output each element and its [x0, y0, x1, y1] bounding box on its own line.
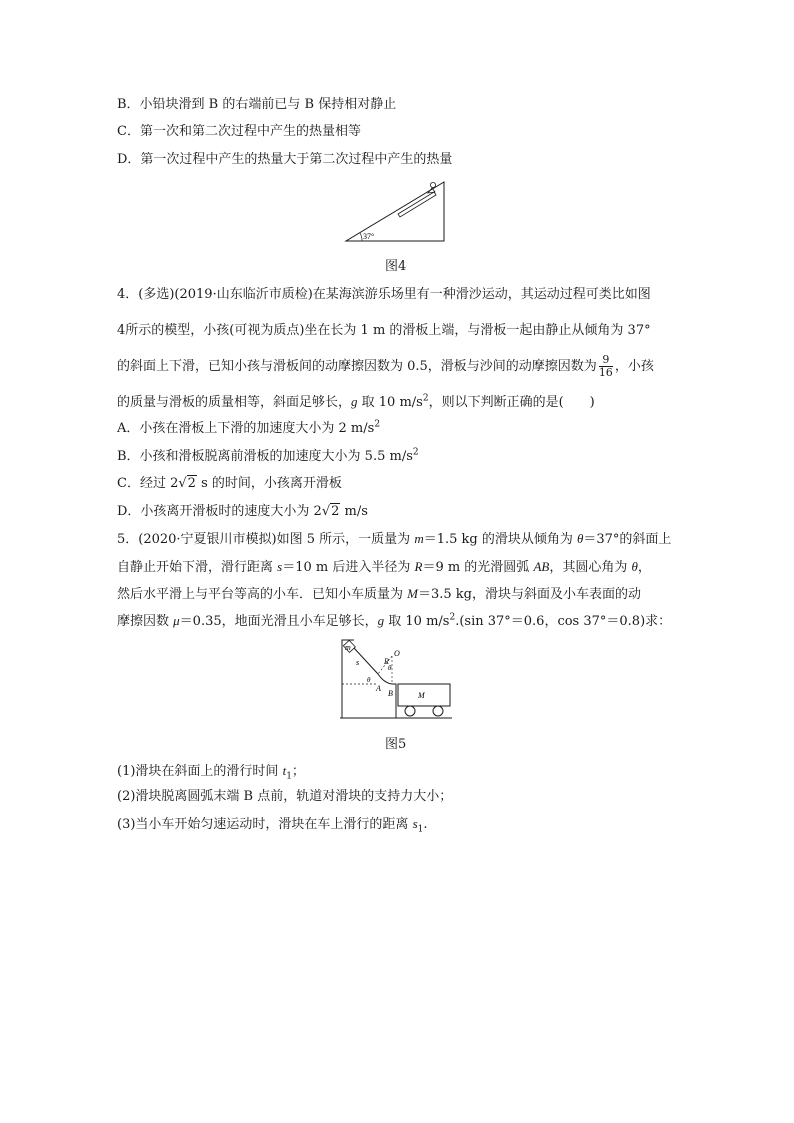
q5-line-2: [117, 558, 651, 577]
var-g: g: [377, 613, 385, 628]
label-s: s: [356, 658, 360, 667]
q5-line-4-unit: 取 10 m/s: [384, 614, 450, 629]
q5-sub-1-tail: ；: [291, 764, 305, 779]
q4-option-a: [117, 420, 380, 438]
figure-5-caption: 图5: [385, 737, 407, 752]
figure-4-caption: 图4: [385, 259, 407, 274]
q3-option-d: D．第一次过程中产生的热量大于第二次过程中产生的热量: [117, 152, 453, 167]
label-cart-m: M: [418, 691, 425, 700]
q3-option-c: C．第一次和第二次过程中产生的热量相等: [117, 124, 361, 139]
q5-line-3-tail: ＝3.5 kg，滑块与斜面及小车表面的动: [417, 587, 641, 602]
q4-line-2: 4所示的模型，小孩(可视为质点)坐在长为 1 m 的滑板上端，与滑板一起由静止从倾角为 37°: [117, 323, 651, 338]
q5-line-4: [117, 612, 671, 631]
var-s: s: [277, 559, 283, 574]
sqrt-sign: √: [321, 504, 331, 519]
var-theta: θ: [631, 559, 638, 574]
exponent: 2: [412, 447, 419, 458]
var-m-cart: M: [407, 586, 418, 601]
q5-line-2-mid3: ，其圆心角为: [549, 560, 632, 575]
q4-fraction: [599, 354, 613, 379]
q4-line-4-unit: 取 10 m/s: [357, 395, 423, 410]
q5-line-3: [117, 585, 641, 604]
q5-line-2-tail: ，: [637, 560, 651, 575]
label-theta-center: θ: [388, 664, 392, 672]
q5-line-1: [117, 530, 671, 549]
q4-option-a-text: A．小孩在滑板上下滑的加速度大小为 2 m/s: [117, 421, 375, 436]
fraction-denominator: 16: [598, 366, 613, 379]
var-s1: s: [412, 816, 418, 831]
q4-option-c: [117, 475, 342, 493]
q4-line-4-text: 的质量与滑板的质量相等，斜面足够长，: [117, 395, 352, 410]
label-o: O: [394, 649, 400, 658]
var-ab: AB: [533, 559, 550, 574]
q5-line-2-mid2: ＝9 m 的光滑圆弧: [422, 560, 534, 575]
var-t: t: [282, 763, 287, 778]
q4-line-4-tail: ，则以下判断正确的是( ): [428, 395, 595, 410]
q4-option-b: [117, 448, 419, 466]
q5-line-4-tail: .(sin 37°＝0.6，cos 37°＝0.8)求：: [455, 614, 672, 629]
q5-line-1-tail: ＝37°的斜面上: [583, 532, 672, 547]
var-theta: θ: [576, 531, 584, 546]
q5-line-3-text: 然后水平滑上与平台等高的小车．已知小车质量为: [117, 587, 408, 602]
q4-option-d-tail: m/s: [340, 504, 368, 519]
var-mu: μ: [173, 613, 180, 628]
q4-line-3: [117, 354, 654, 379]
label-a: A: [376, 684, 381, 693]
sqrt-sign: √: [178, 476, 187, 491]
label-r: R: [384, 657, 389, 666]
q4-option-c-tail: s 的时间，小孩离开滑板: [196, 476, 342, 491]
figure-4-incline: [340, 176, 450, 246]
q4-line-3-text: 的斜面上下滑，已知小孩与滑板间的动摩擦因数为 0.5，滑板与沙间的动摩擦因数为: [117, 359, 597, 374]
fraction-numerator: 9: [599, 354, 613, 367]
q4-line-4: [117, 393, 595, 412]
sqrt-radicand: 2: [187, 476, 196, 491]
q4-option-d: [117, 503, 368, 521]
q5-line-4-text: 摩擦因数: [117, 614, 174, 629]
q4-option-d-text: D．小孩离开滑板时的速度大小为 2: [117, 504, 322, 519]
label-theta-slope: θ: [367, 676, 371, 684]
q5-line-1-mid: ＝1.5 kg 的滑块从倾角为: [423, 532, 577, 547]
label-m: m: [345, 643, 351, 652]
q3-option-b: B．小铅块滑到 B 的右端前已与 B 保持相对静止: [117, 97, 397, 112]
q5-sub-3-text: (3)当小车开始匀速运动时，滑块在车上滑行的距离: [117, 817, 413, 832]
q4-option-c-text: C．经过 2: [117, 476, 179, 491]
q5-sub-3: [117, 815, 428, 834]
var-r: R: [414, 559, 423, 574]
sqrt-radicand: 2: [331, 504, 340, 519]
subscript: 1: [286, 771, 292, 782]
exponent: 2: [449, 612, 456, 623]
q5-sub-1: [117, 762, 305, 781]
q5-line-2-mid: ＝10 m 后进入半径为: [282, 560, 415, 575]
q5-sub-2: (2)滑块脱离圆弧末端 B 点前，轨道对滑块的支持力大小；: [117, 789, 453, 804]
var-g: g: [351, 394, 358, 409]
label-b: B: [388, 689, 393, 698]
exponent: 2: [422, 393, 429, 404]
q5-sub-1-text: (1)滑块在斜面上的滑行时间: [117, 764, 283, 779]
q5-line-4-mid: ＝0.35，地面光滑且小车足够长，: [179, 614, 378, 629]
q4-line-1: 4．(多选)(2019·山东临沂市质检)在某海滨游乐场里有一种滑沙运动，其运动过程可类比如图: [117, 287, 651, 302]
subscript: 1: [417, 824, 424, 835]
q5-line-1-text: 5．(2020·宁夏银川市模拟)如图 5 所示，一质量为: [117, 532, 415, 547]
var-m: m: [414, 531, 424, 546]
q5-sub-3-tail: .: [423, 817, 428, 832]
figure-5-diagram: [332, 636, 462, 722]
q4-option-b-text: B．小孩和滑板脱离前滑板的加速度大小为 5.5 m/s: [117, 449, 413, 464]
exponent: 2: [374, 419, 381, 430]
q4-line-3-tail: ，小孩: [614, 359, 654, 374]
figure-4-angle-label: 37°: [363, 232, 375, 241]
q5-line-2-text: 自静止开始下滑，滑行距离: [117, 560, 278, 575]
